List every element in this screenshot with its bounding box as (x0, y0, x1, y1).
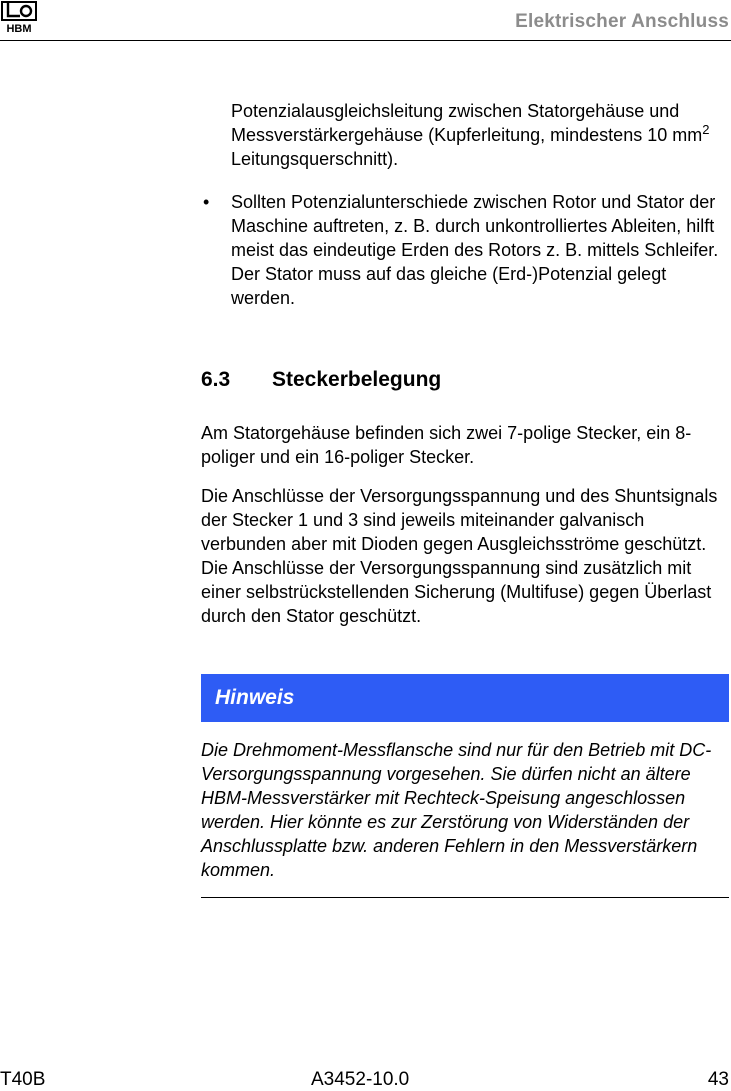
bullet-icon: • (203, 192, 210, 212)
paragraph-connectors: Am Statorgehäuse befinden sich zwei 7-polige Stecker, ein 8-poliger und ein 16-poliger Stecker. (201, 423, 692, 467)
header-title: Elektrischer Anschluss (515, 11, 729, 32)
header-rule (0, 40, 731, 41)
hbm-logo (0, 0, 40, 34)
para-1-superscript: 2 (702, 122, 710, 137)
paragraph-potential-equalization (231, 99, 731, 171)
footer-product: T40B (0, 1069, 46, 1090)
para-1-tail: Leitungsquerschnitt). (231, 149, 399, 169)
footer-document-number: A3452-10.0 (311, 1069, 410, 1090)
note-text: Die Drehmoment-Messflansche sind nur für den Betrieb mit DC-Versorgungsspannung vorgesehen. Sie dürfen nicht an ältere HBM-Messverstärker mit Rechteck-Speisung angeschlossen werden. Hier könnte es zur Zerstörung von Widerständen der Anschlussplatte bzw. anderen Fehlern in den Messverstärkern kommen. (201, 740, 712, 880)
note-banner (201, 674, 729, 722)
footer-page-number: 43 (707, 1069, 729, 1090)
bullet-paragraph: Sollten Potenzialunterschiede zwischen Rotor und Stator der Maschine auftreten, z. B. durch unkontrolliertes Ableiten, hilft meist das eindeutige Erden des Rotors z. B. mittels Schleifer. Der Stator muss auf das gleiche (Erd-)Potenzial gelegt werden. (231, 192, 719, 308)
paragraph-supply-protection: Die Anschlüsse der Versorgungsspannung und des Shuntsignals der Stecker 1 und 3 sind jeweils miteinander galvanisch verbunden aber mit Dioden gegen Ausgleichsströme geschützt. Die Anschlüsse der Versorgungsspannung sind zusätzlich mit einer selbstrückstellenden Sicherung (Multifuse) gegen Überlast durch den Stator geschützt. (201, 486, 718, 626)
para-1-text: Potenzialausgleichsleitung zwischen Statorgehäuse und Messverstärkergehäuse (Kupferleitung, mindestens 10 mm (231, 101, 703, 145)
note-title: Hinweis (215, 686, 295, 709)
note-divider (201, 897, 729, 898)
section-number: 6.3 (201, 368, 231, 391)
logo-text: HBM (6, 23, 32, 34)
section-heading (201, 367, 441, 393)
section-title: Steckerbelegung (272, 368, 442, 391)
